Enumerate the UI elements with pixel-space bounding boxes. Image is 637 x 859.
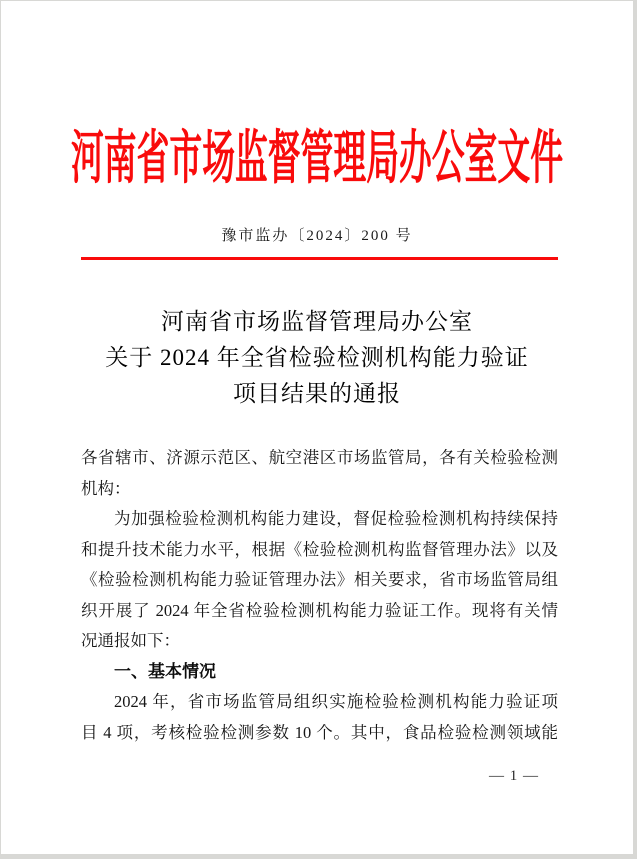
body-line: 况通报如下： [81, 631, 180, 650]
body-line: 目 4 项，考核检验检测参数 10 个。其中，食品检验检测领域能 [81, 722, 558, 742]
document-number: 豫市监办〔2024〕200 号 [221, 228, 413, 244]
body-line: 和提升技术能力水平，根据《检验检测机构监督管理办法》以及 [81, 539, 558, 559]
header-banner-text: 河南省市场监督管理局办公室文件 [71, 125, 563, 191]
document-header-banner [1, 125, 633, 191]
body-line: 2024 年，省市场监管局组织实施检验检测机构能力验证项 [114, 692, 558, 711]
body-line: 机构： [81, 478, 131, 498]
body-line: 各省辖市、济源示范区、航空港区市场监管局，各有关检验检测 [81, 448, 558, 467]
body-line: 《检验检测机构能力验证管理办法》相关要求，省市场监管局组 [81, 570, 558, 589]
title-line-2: 关于 2024 年全省检验检测机构能力验证 [105, 345, 529, 370]
red-divider-line [81, 257, 558, 260]
title-line-3: 项目结果的通报 [233, 381, 401, 406]
body-line: 为加强检验检测机构能力建设，督促检验检测机构持续保持 [114, 509, 558, 528]
document-body [81, 443, 558, 748]
document-page [1, 1, 633, 854]
page-number: — 1 — [489, 768, 539, 784]
body-section-heading: 一、基本情况 [114, 661, 216, 681]
body-line: 织开展了 2024 年全省检验检测机构能力验证工作。现将有关情 [81, 600, 558, 620]
title-line-1: 河南省市场监督管理局办公室 [161, 309, 473, 334]
document-title [1, 304, 633, 412]
